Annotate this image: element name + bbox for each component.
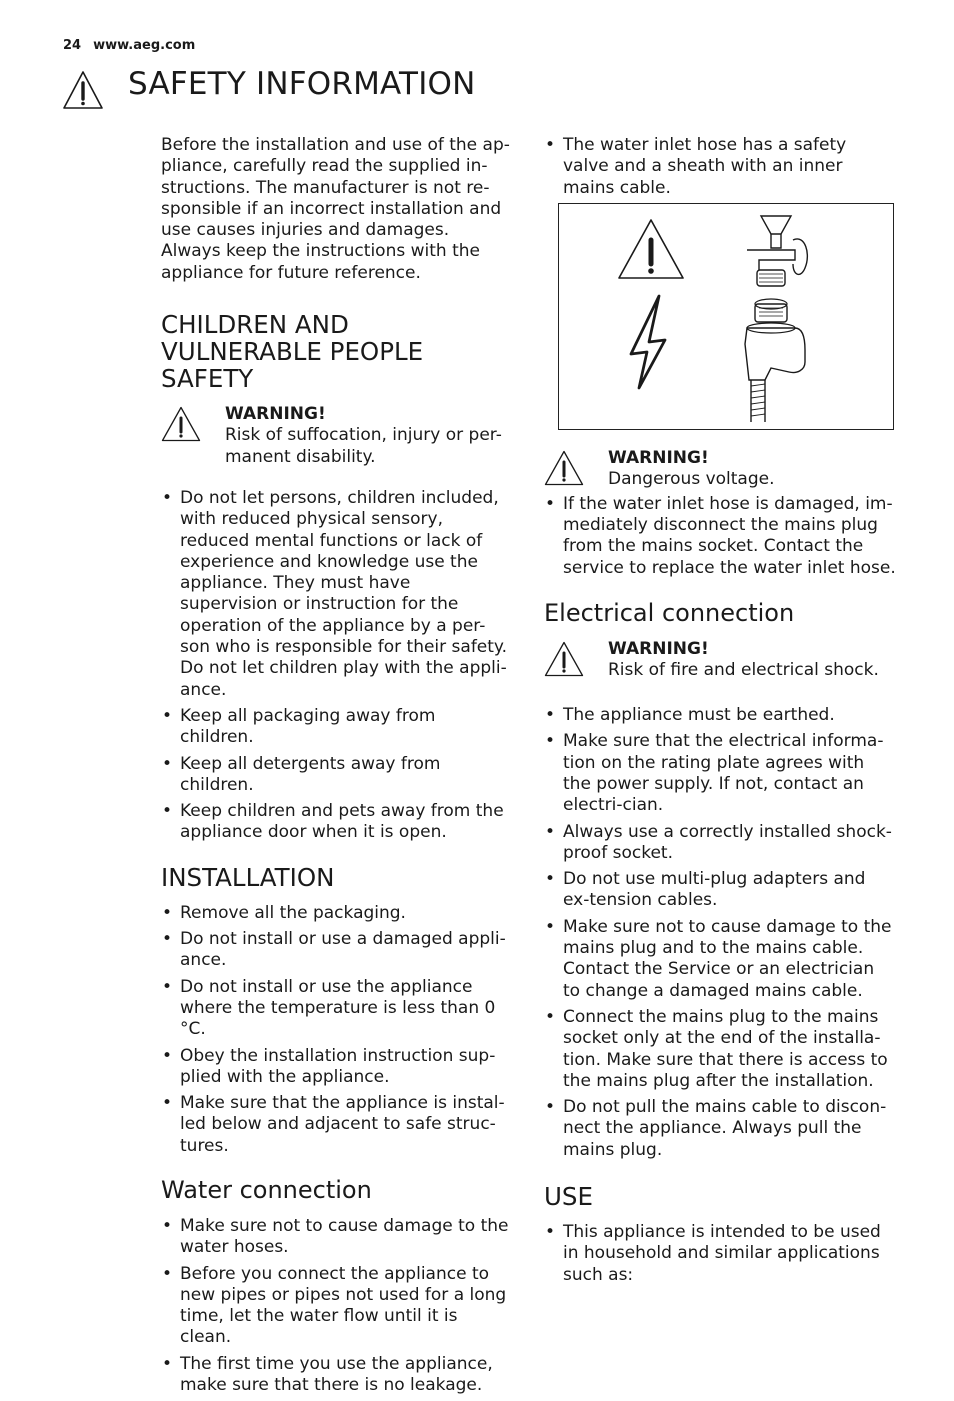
list-item: • Before you connect the appliance to new pipes or pipes not used for a long time, let the water flow until it is clean.: [161, 1264, 513, 1349]
list-item: • Make sure that the appliance is instal-led below and adjacent to safe struc-tures.: [161, 1093, 513, 1157]
list-item: • The first time you use the appliance, make sure that there is no leakage.: [161, 1354, 513, 1397]
electrical-warning: [544, 639, 896, 689]
warning-text: Risk of suffocation, injury or per-manent disability.: [225, 425, 502, 467]
warning-title: WARNING!: [225, 404, 326, 425]
voltage-warning: [544, 448, 896, 498]
list-item: • The appliance must be earthed.: [544, 705, 896, 726]
children-warning: [161, 404, 513, 468]
list-item: • Keep all packaging away from children.: [161, 706, 513, 749]
use-heading: USE: [544, 1182, 593, 1212]
use-list: [544, 1222, 896, 1286]
list-item: • Connect the mains plug to the mains socket only at the end of the installa-tion. Make sure that there is access to the mains plug after the installation.: [544, 1007, 896, 1092]
warning-triangle-icon: [544, 641, 584, 677]
list-item: • Always use a correctly installed shock-proof socket.: [544, 822, 896, 865]
list-item: • Do not pull the mains cable to discon-nect the appliance. Always pull the mains plug.: [544, 1097, 896, 1161]
list-item: • Keep all detergents away from children.: [161, 754, 513, 797]
list-item: • Keep children and pets away from the appliance door when it is open.: [161, 801, 513, 844]
intro-paragraph: Before the installation and use of the ap-pliance, carefully read the supplied in-structions. The manufacturer is not re-sponsible if an incorrect installation and use causes injuries and damages. Always keep the instructions with the appliance for future reference.: [161, 135, 510, 283]
list-item: • Make sure not to cause damage to the water hoses.: [161, 1216, 513, 1259]
list-item: • Do not use multi-plug adapters and ex-tension cables.: [544, 869, 896, 912]
warning-triangle-icon: [544, 450, 584, 486]
water-connection-list: [161, 1216, 513, 1396]
list-item: • This appliance is intended to be used in household and similar applications such as:: [544, 1222, 896, 1286]
installation-heading: INSTALLATION: [161, 862, 335, 892]
list-item: • Make sure not to cause damage to the mains plug and to the mains cable. Contact the Service or an electrician to change a damaged mains cable.: [544, 917, 896, 1002]
children-safety-heading: CHILDREN AND VULNERABLE PEOPLE SAFETY: [161, 310, 424, 394]
warning-triangle-icon: [161, 406, 201, 442]
warning-text: Risk of fire and electrical shock.: [608, 660, 879, 681]
electrical-list: [544, 705, 896, 1161]
list-item: • Remove all the packaging.: [161, 903, 513, 924]
hose-damaged-list: [544, 494, 896, 579]
right-column: [544, 135, 896, 1291]
website-link[interactable]: www.aeg.com: [93, 38, 196, 53]
electrical-connection-heading: Electrical connection: [544, 599, 795, 628]
warning-title: WARNING!: [608, 639, 709, 660]
left-column: [161, 135, 513, 1401]
list-item: • If the water inlet hose is damaged, im-mediately disconnect the mains plug from the mains socket. Contact the service to replace the water inlet hose.: [544, 494, 896, 579]
list-item: • Do not install or use the appliance where the temperature is less than 0 °C.: [161, 977, 513, 1041]
page-number: 24: [63, 38, 82, 53]
water-connection-heading: Water connection: [161, 1175, 372, 1204]
installation-list: [161, 903, 513, 1157]
warning-text: Dangerous voltage.: [608, 469, 775, 490]
children-safety-list: [161, 488, 513, 844]
hose-illustration: [558, 203, 894, 430]
page-title: SAFETY INFORMATION: [128, 66, 476, 102]
list-item: • Do not install or use a damaged appli-ance.: [161, 929, 513, 972]
list-item: • Obey the installation instruction sup-plied with the appliance.: [161, 1046, 513, 1089]
warning-title: WARNING!: [608, 447, 709, 468]
warning-triangle-icon: [62, 70, 104, 110]
list-item: • Make sure that the electrical informa-tion on the rating plate agrees with the power supply. If not, contact an electri-cian.: [544, 731, 896, 816]
list-item: • Do not let persons, children included, with reduced physical sensory, reduced mental functions or lack of experience and knowledge use the appliance. They must have supervision or instruction for the operation of the appliance by a per-son who is responsible for their safety. Do not let children play with the appli-ance.: [161, 488, 513, 701]
hose-list: [544, 135, 896, 199]
hose-safety-valve-illustration: [559, 204, 893, 429]
list-item: • The water inlet hose has a safety valve and a sheath with an inner mains cable.: [544, 135, 896, 199]
page-header: [63, 38, 195, 53]
